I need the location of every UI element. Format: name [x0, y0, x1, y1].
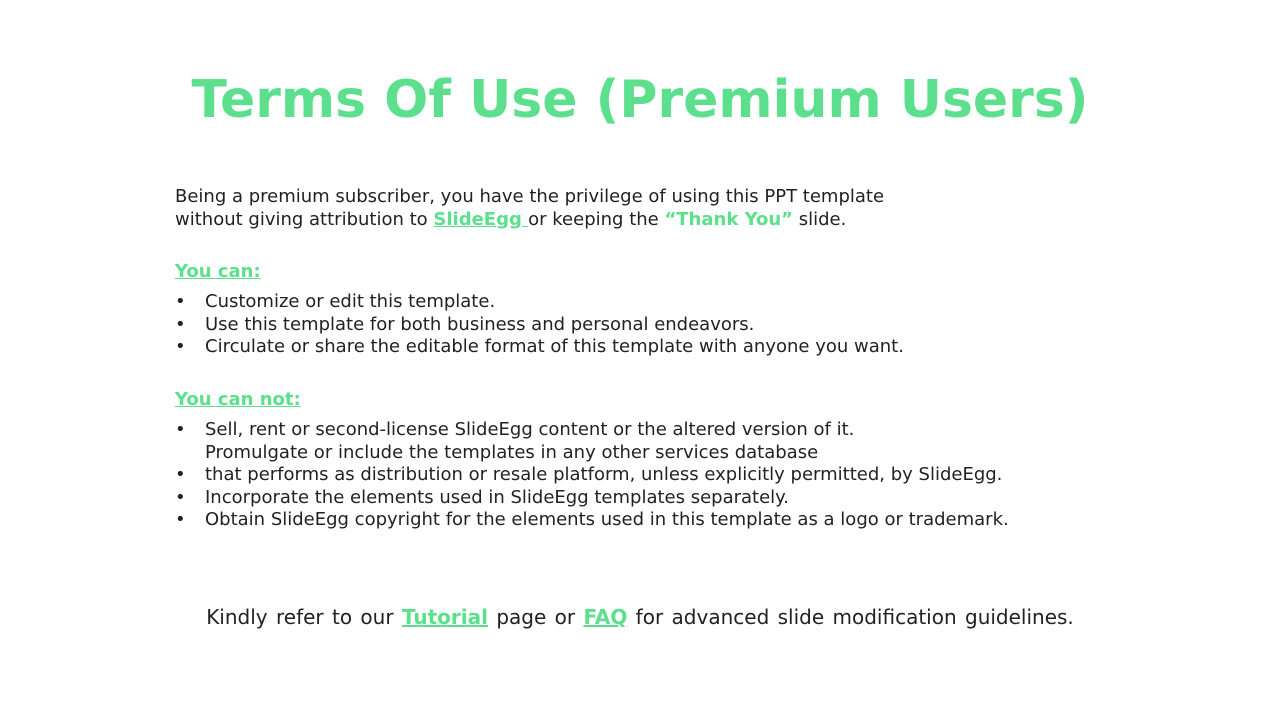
list-item-text: Obtain SlideEgg copyright for the elements used in this template as a logo or trademark. [205, 509, 1009, 530]
intro-line-1: Being a premium subscriber, you have the privilege of using this PPT template [175, 186, 885, 207]
bullet-icon: • [175, 464, 186, 485]
footer-middle: page or [487, 605, 584, 629]
bullet-icon: • [175, 313, 186, 335]
bullet-icon: • [175, 486, 186, 508]
slideegg-link[interactable]: SlideEgg [433, 208, 529, 230]
footer-suffix: for advanced slide modification guidelines. [627, 605, 1074, 629]
you-can-heading: You can: [175, 261, 261, 282]
faq-link[interactable]: FAQ [583, 605, 628, 629]
bullet-icon: • [175, 509, 186, 530]
list-item [175, 509, 1075, 532]
tutorial-link[interactable]: Tutorial [401, 605, 488, 629]
bullet-icon: • [175, 419, 186, 440]
footer-prefix: Kindly refer to our [206, 605, 402, 629]
list-item-text: that performs as distribution or resale platform, unless explicitly permitted, by SlideEgg. [205, 464, 1003, 485]
you-can-not-heading: You can not: [175, 389, 301, 410]
list-item [175, 314, 1075, 337]
intro-line-2-prefix: without giving attribution to [175, 208, 434, 230]
bullet-icon: • [175, 336, 186, 357]
you-can-not-list [175, 419, 1075, 532]
list-item [175, 336, 1075, 359]
you-can-list [175, 291, 1075, 359]
list-item-text: Incorporate the elements used in SlideEgg templates separately. [205, 486, 789, 508]
page-title: Terms Of Use (Premium Users) [191, 70, 1089, 130]
list-item-text-continued: Promulgate or include the templates in any other services database [205, 441, 819, 463]
intro-line-2-middle: or keeping the [528, 208, 665, 230]
list-item [175, 464, 1075, 487]
thank-you-text: “Thank You” [664, 208, 793, 230]
list-item-text: Sell, rent or second-license SlideEgg content or the altered version of it. [205, 419, 855, 440]
bullet-icon: • [175, 291, 186, 312]
list-item [175, 419, 1075, 464]
list-item [175, 487, 1075, 510]
intro-paragraph [175, 186, 995, 231]
list-item-text: Customize or edit this template. [205, 291, 496, 312]
footer-note [0, 603, 1280, 631]
intro-line-2-suffix: slide. [792, 208, 847, 230]
list-item [175, 291, 1075, 314]
list-item-text: Use this template for both business and personal endeavors. [205, 313, 755, 335]
list-item-text: Circulate or share the editable format of this template with anyone you want. [205, 336, 904, 357]
